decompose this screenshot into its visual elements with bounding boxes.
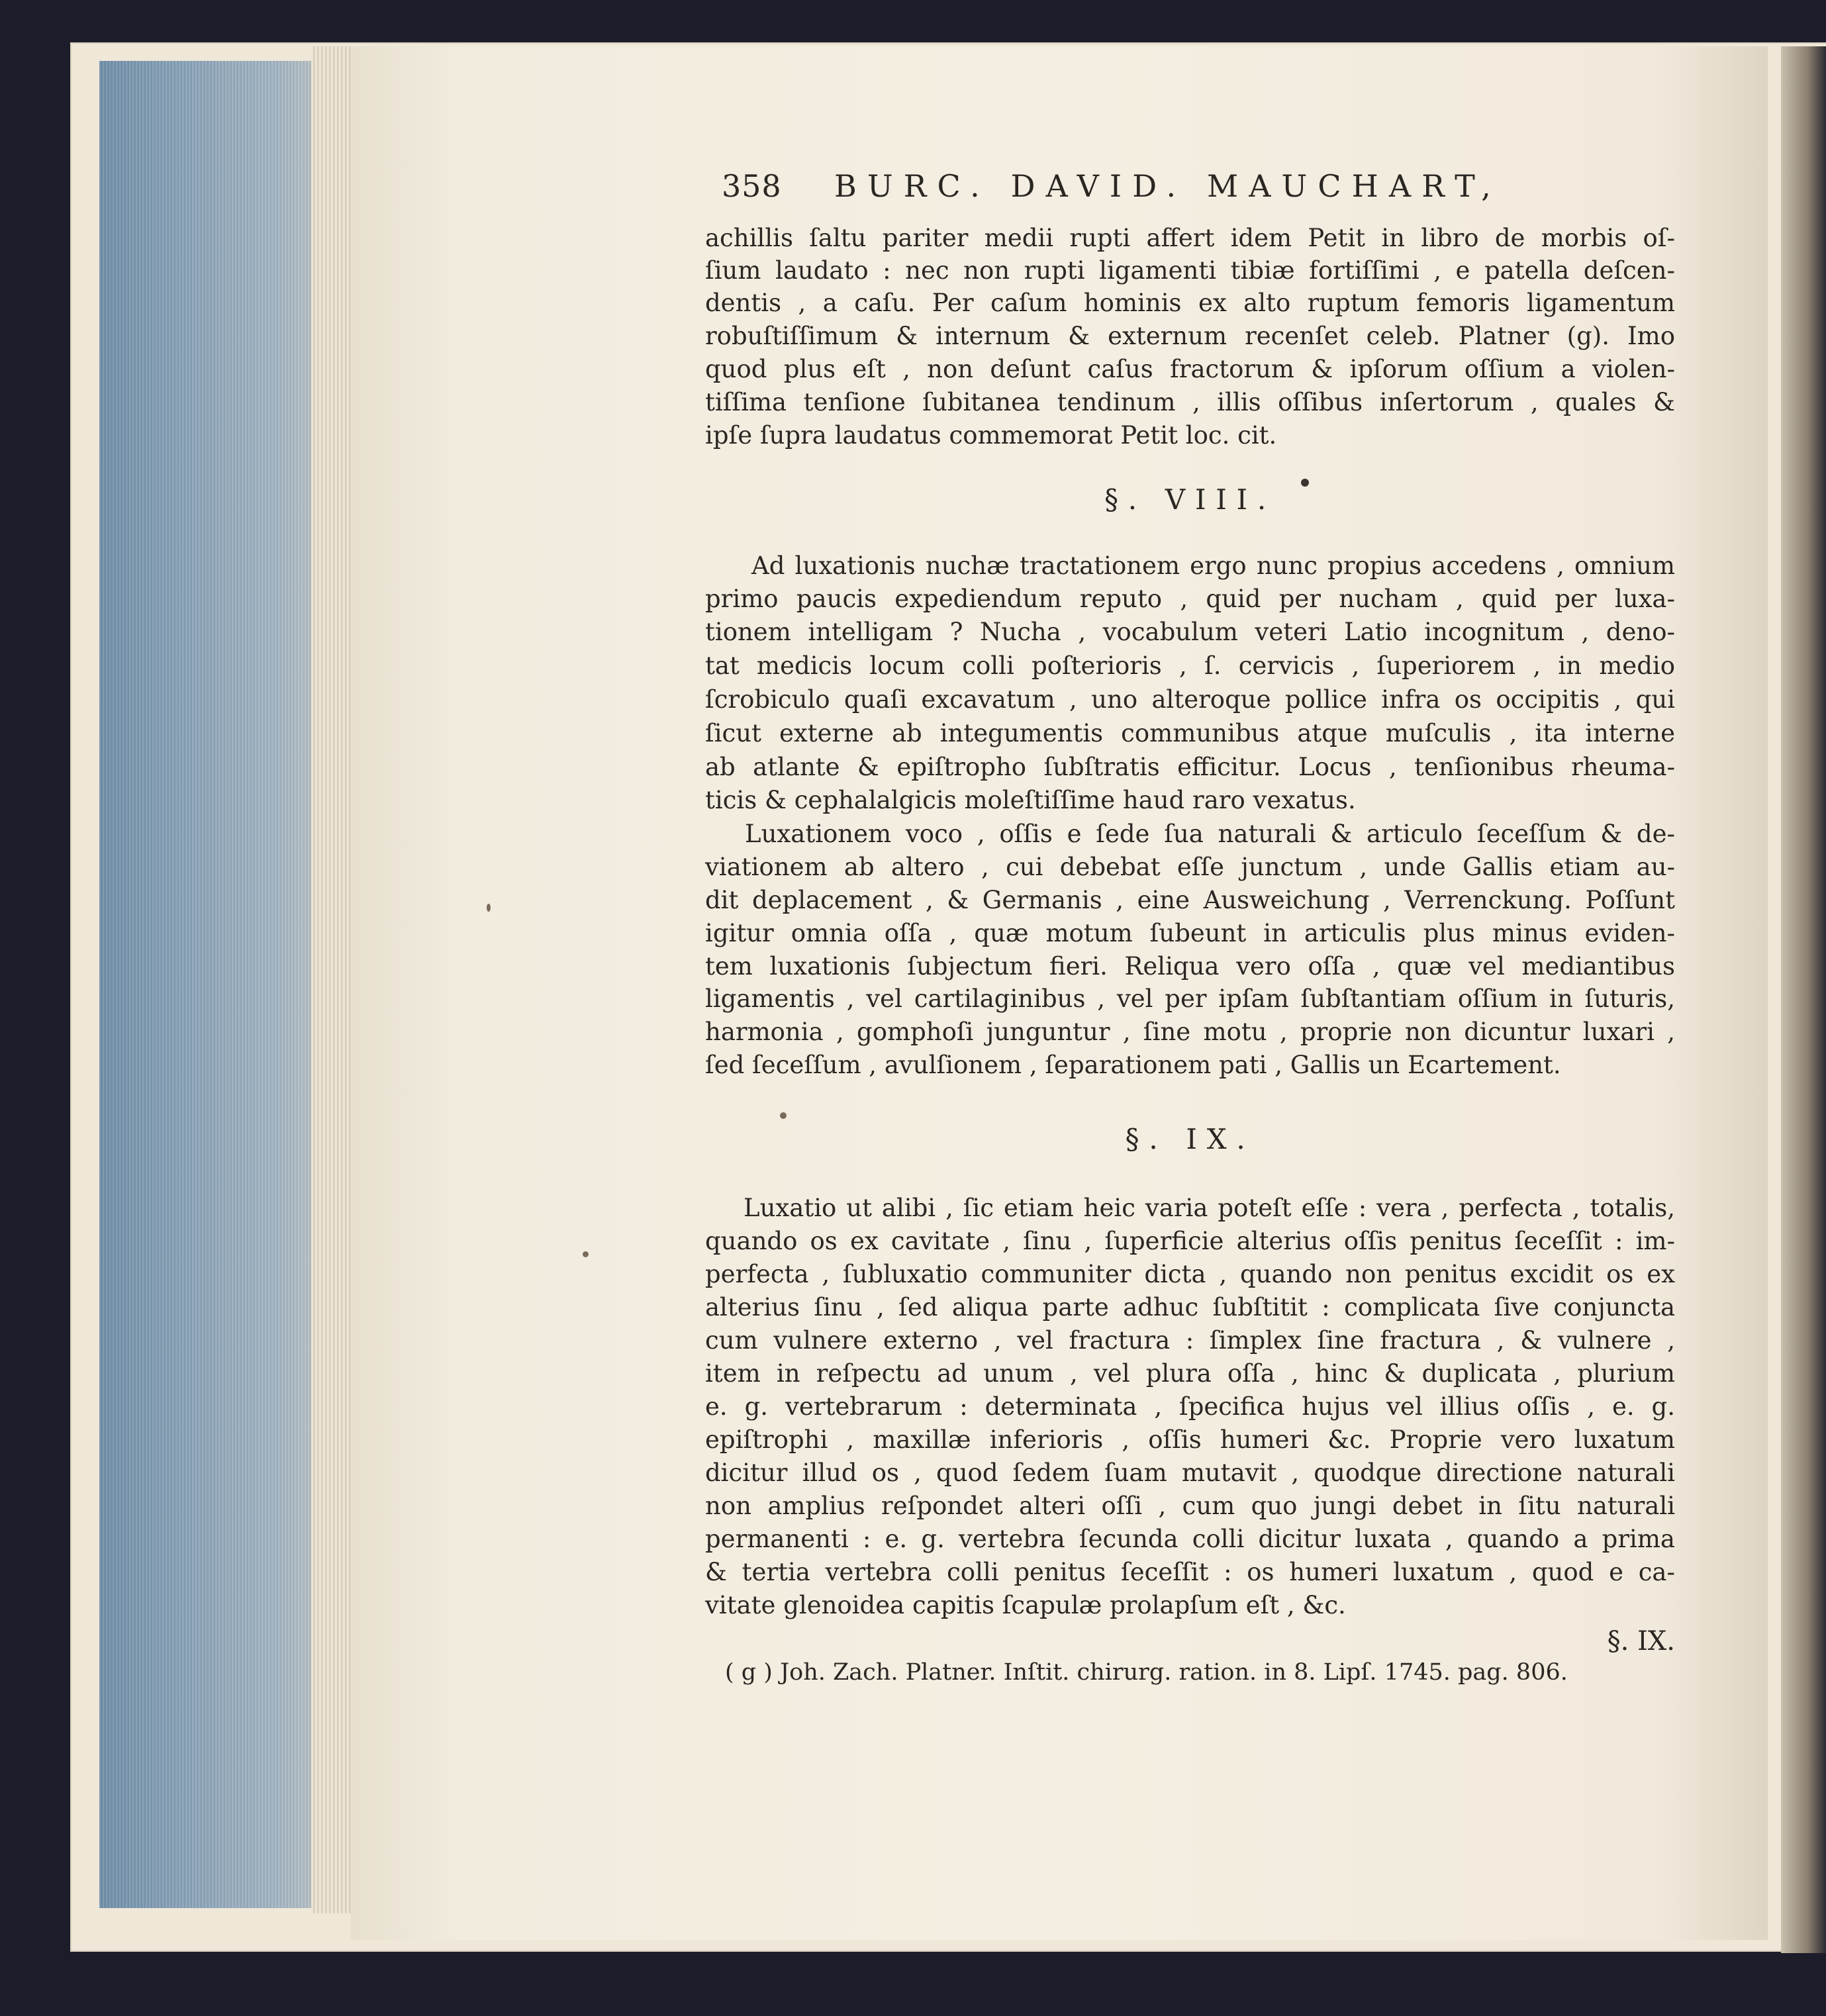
text-line: ab atlante & epiſtropho ſubſtratis efficitur. Locus , tenſionibus rheuma- (705, 753, 1675, 781)
text-line: ipſe ſupra laudatus commemorat Petit loc. cit. (705, 421, 1277, 450)
text-line: achillis ſaltu pariter medii rupti affert idem Petit in libro de morbis oſ- (705, 224, 1675, 252)
running-title: BURC. DAVID. MAUCHART, (834, 168, 1502, 204)
text-line: robuſtiſſimum & internum & externum recenſet celeb. Platner (g). Imo (705, 322, 1675, 350)
text-line: non amplius reſpondet alteri oſſi , cum quo jungi debet in ſitu naturali (705, 1492, 1675, 1520)
catchword: §. IX. (1607, 1626, 1675, 1656)
section-heading-viii: §. VIII. (1104, 483, 1276, 516)
text-line: ligamentis , vel cartilaginibus , vel per ipſam ſubſtantiam oſſium in ſuturis, (705, 984, 1675, 1013)
text-line: tionem intelligam ? Nucha , vocabulum veteri Latio incognitum , deno- (705, 618, 1675, 646)
text-line: ticis & cephalalgicis moleſtiſſime haud raro vexatus. (705, 786, 1356, 814)
text-line: igitur omnia oſſa , quæ motum ſubeunt in articulis plus minus eviden- (705, 919, 1675, 947)
text-line: cum vulnere externo , vel fractura : ſimplex ſine fractura , & vulnere , (705, 1326, 1675, 1355)
text-line: ſed ſeceſſum , avulſionem , ſeparationem pati , Gallis un Ecartement. (705, 1051, 1561, 1079)
text-line: perfecta , ſubluxatio communiter dicta , quando non penitus excidit os ex (705, 1260, 1675, 1288)
text-line: Luxatio ut alibi , ſic etiam heic varia poteſt eſſe : vera , perfecta , totalis, (744, 1194, 1675, 1222)
text-line: quod plus eſt , non deſunt caſus fractorum & ipſorum oſſium a violen- (705, 355, 1675, 383)
text-line: tiſſima tenſione ſubitanea tendinum , illis oſſibus inſertorum , quales & (705, 388, 1675, 416)
foxing-speck (487, 904, 491, 912)
text-line: ſcrobiculo quaſi excavatum , uno alteroque pollice infra os occipitis , qui (705, 685, 1675, 714)
text-line: dicitur illud os , quod ſedem ſuam mutavit , quodque directione naturali (705, 1459, 1675, 1487)
text-line: Luxationem voco , oſſis e ſede ſua naturali & articulo ſeceſſum & de- (745, 820, 1675, 848)
text-line: dit deplacement , & Germanis , eine Ausweichung , Verrenckung. Poſſunt (705, 886, 1675, 914)
text-line: alterius ſinu , ſed aliqua parte adhuc ſubſtitit : complicata ſive conjuncta (705, 1293, 1675, 1321)
text-line: Ad luxationis nuchæ tractationem ergo nunc propius accedens , omnium (751, 552, 1675, 580)
text-line: dentis , a caſu. Per caſum hominis ex alto ruptum femoris ligamentum (705, 289, 1675, 317)
text-line: quando os ex cavitate , ſinu , ſuperficie alterius oſſis penitus ſeceſſit : im- (705, 1227, 1675, 1255)
foxing-speck (583, 1251, 589, 1257)
foxing-speck (780, 1112, 787, 1119)
text-line: ſicut externe ab integumentis communibus atque muſculis , ita interne (705, 719, 1675, 747)
text-line: viationem ab altero , cui debebat eſſe junctum , unde Gallis etiam au- (705, 853, 1675, 881)
text-line: e. g. vertebrarum : determinata , ſpecifica hujus vel illius oſſis , e. g. (705, 1392, 1675, 1421)
text-line: & tertia vertebra colli penitus ſeceſſit : os humeri luxatum , quod e ca- (705, 1558, 1675, 1586)
text-line: harmonia , gomphoſi junguntur , ſine motu , proprie non dicuntur luxari , (705, 1018, 1675, 1046)
text-line: tem luxationis ſubjectum fieri. Reliqua vero oſſa , quæ vel mediantibus (705, 952, 1675, 981)
text-line: epiſtrophi , maxillæ inferioris , oſſis humeri &c. Proprie vero luxatum (705, 1425, 1675, 1454)
text-line: vitate glenoidea capitis ſcapulæ prolapſum eſt , &c. (705, 1591, 1346, 1619)
footnote: ( g ) Joh. Zach. Platner. Inſtit. chirurg. ration. in 8. Lipſ. 1745. pag. 806. (725, 1659, 1568, 1686)
text-line: tat medicis locum colli poſterioris , ſ. cervicis , ſuperiorem , in medio (705, 651, 1675, 680)
text-line: permanenti : e. g. vertebra ſecunda colli dicitur luxata , quando a prima (705, 1525, 1675, 1553)
section-heading-ix: §. IX. (1125, 1123, 1255, 1155)
text-line: item in reſpectu ad unum , vel plura oſſa , hinc & duplicata , plurium (705, 1359, 1675, 1388)
text-line: primo paucis expediendum reputo , quid per nucham , quid per luxa- (705, 585, 1675, 613)
text-line: ſium laudato : nec non rupti ligamenti tibiæ fortiſſimi , e patella deſcen- (705, 256, 1675, 285)
gutter-edge (1781, 46, 1826, 1953)
page-number: 358 (722, 168, 782, 204)
